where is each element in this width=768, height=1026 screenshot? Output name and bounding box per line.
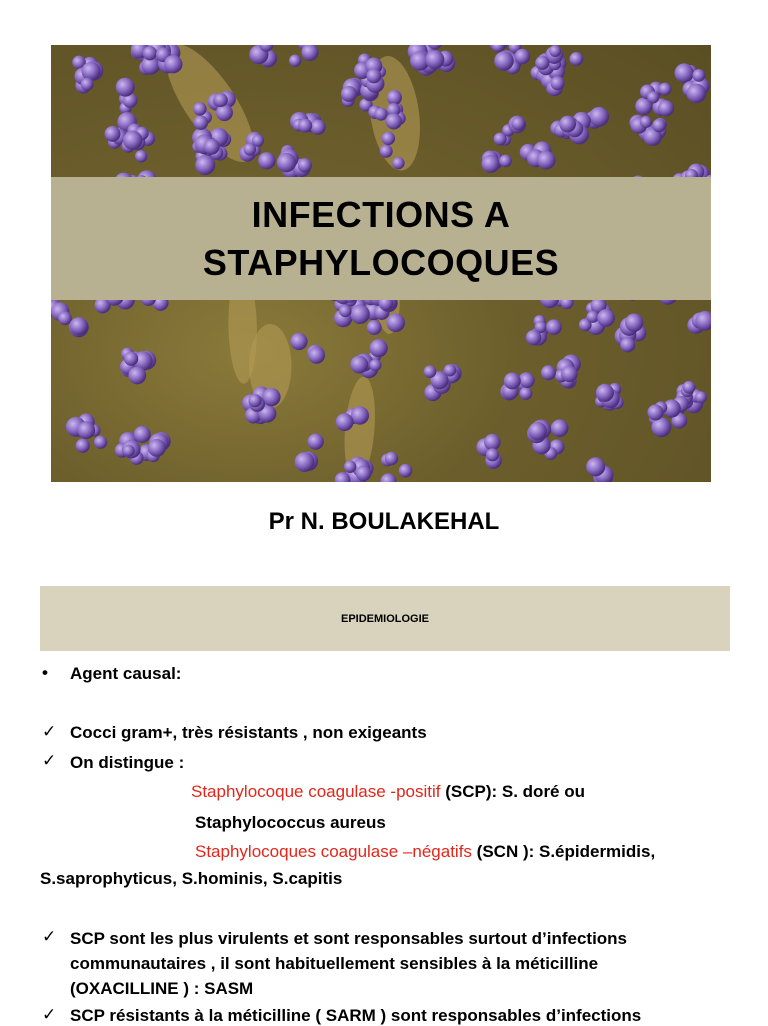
scn-line bbox=[195, 842, 655, 862]
scp-red-text: Staphylocoque coagulase -positif bbox=[191, 782, 441, 801]
on-distingue-text: On distingue : bbox=[70, 753, 185, 772]
agent-causal-text: Agent causal: bbox=[70, 664, 182, 683]
check-icon: ✓ bbox=[42, 1005, 57, 1024]
section-band bbox=[40, 586, 730, 651]
author-name: Pr N. BOULAKEHAL bbox=[268, 508, 500, 535]
scn-rest-text: (SCN ): S.épidermidis, bbox=[471, 842, 656, 861]
scp-line bbox=[191, 782, 585, 802]
check-icon: ✓ bbox=[42, 722, 57, 741]
sarm-line-1: SCP résistants à la méticilline ( SARM ) sont responsables d’infections bbox=[70, 1006, 642, 1025]
scp-virulent-line-2: communautaires , il sont habituellement sensibles à la méticilline bbox=[70, 954, 599, 973]
bullet-icon: • bbox=[42, 663, 48, 682]
aureus-text: Staphylococcus aureus bbox=[195, 813, 386, 832]
scp-virulent-line-3: (OXACILLINE ) : SASM bbox=[70, 979, 254, 998]
scp-virulent-line-1: SCP sont les plus virulents et sont responsables surtout d’infections bbox=[70, 929, 628, 948]
slide-title: INFECTIONS A STAPHYLOCOQUES bbox=[202, 193, 560, 283]
title-band bbox=[51, 177, 711, 300]
scn-list-text: S.saprophyticus, S.hominis, S.capitis bbox=[40, 869, 343, 888]
check-icon: ✓ bbox=[42, 751, 57, 770]
cocci-text: Cocci gram+, très résistants , non exigeants bbox=[70, 723, 427, 742]
section-title: EPIDEMIOLOGIE bbox=[340, 612, 429, 625]
scp-rest-text: (SCP): S. doré ou bbox=[440, 782, 585, 801]
scn-red-text: Staphylocoques coagulase –négatifs bbox=[195, 842, 472, 861]
check-icon: ✓ bbox=[42, 927, 57, 946]
